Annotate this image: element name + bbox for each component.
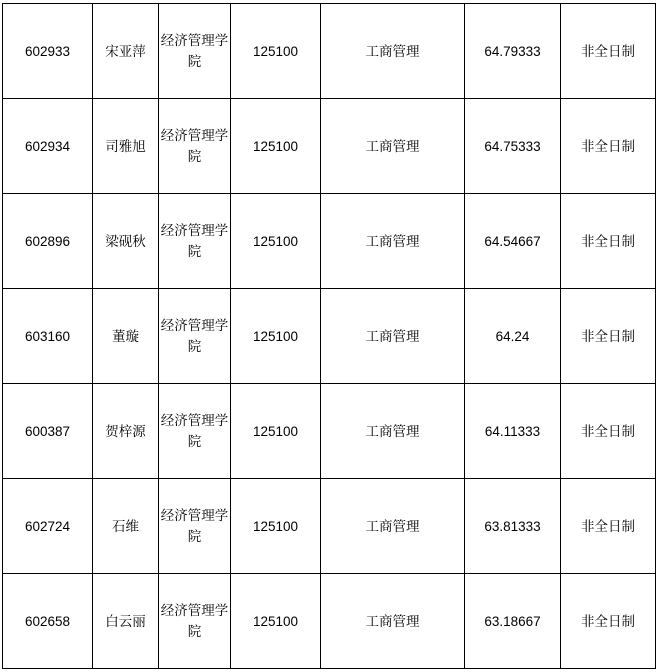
admission-results-table bbox=[2, 3, 656, 669]
document-page bbox=[0, 3, 657, 672]
cell-major-code: 125100 bbox=[231, 194, 321, 289]
cell-major-name: 工商管理 bbox=[321, 194, 465, 289]
cell-name: 董璇 bbox=[93, 289, 159, 384]
table-row bbox=[3, 574, 656, 669]
cell-score: 64.54667 bbox=[465, 194, 561, 289]
cell-department: 经济管理学院 bbox=[159, 194, 231, 289]
cell-score: 64.24 bbox=[465, 289, 561, 384]
cell-exam-id: 600387 bbox=[3, 384, 93, 479]
cell-department: 经济管理学院 bbox=[159, 384, 231, 479]
cell-department: 经济管理学院 bbox=[159, 574, 231, 669]
cell-exam-id: 602724 bbox=[3, 479, 93, 574]
table-row bbox=[3, 99, 656, 194]
cell-name: 梁砚秋 bbox=[93, 194, 159, 289]
cell-major-name: 工商管理 bbox=[321, 289, 465, 384]
cell-major-code: 125100 bbox=[231, 4, 321, 99]
cell-major-code: 125100 bbox=[231, 384, 321, 479]
table-row bbox=[3, 194, 656, 289]
cell-name: 白云丽 bbox=[93, 574, 159, 669]
cell-department: 经济管理学院 bbox=[159, 4, 231, 99]
cell-department: 经济管理学院 bbox=[159, 99, 231, 194]
cell-department: 经济管理学院 bbox=[159, 289, 231, 384]
cell-study-type: 非全日制 bbox=[561, 289, 656, 384]
cell-study-type: 非全日制 bbox=[561, 384, 656, 479]
table-row bbox=[3, 4, 656, 99]
cell-exam-id: 602896 bbox=[3, 194, 93, 289]
cell-name: 贺梓源 bbox=[93, 384, 159, 479]
cell-department: 经济管理学院 bbox=[159, 479, 231, 574]
cell-score: 64.11333 bbox=[465, 384, 561, 479]
cell-study-type: 非全日制 bbox=[561, 99, 656, 194]
cell-exam-id: 602934 bbox=[3, 99, 93, 194]
table-row bbox=[3, 384, 656, 479]
cell-study-type: 非全日制 bbox=[561, 194, 656, 289]
cell-score: 64.75333 bbox=[465, 99, 561, 194]
cell-major-code: 125100 bbox=[231, 99, 321, 194]
cell-exam-id: 603160 bbox=[3, 289, 93, 384]
cell-score: 64.79333 bbox=[465, 4, 561, 99]
cell-major-name: 工商管理 bbox=[321, 99, 465, 194]
cell-study-type: 非全日制 bbox=[561, 479, 656, 574]
cell-study-type: 非全日制 bbox=[561, 574, 656, 669]
cell-major-name: 工商管理 bbox=[321, 479, 465, 574]
table-row bbox=[3, 289, 656, 384]
cell-study-type: 非全日制 bbox=[561, 4, 656, 99]
cell-major-code: 125100 bbox=[231, 574, 321, 669]
cell-score: 63.18667 bbox=[465, 574, 561, 669]
cell-exam-id: 602933 bbox=[3, 4, 93, 99]
cell-name: 石维 bbox=[93, 479, 159, 574]
table-body bbox=[3, 4, 656, 669]
table-row bbox=[3, 479, 656, 574]
cell-major-name: 工商管理 bbox=[321, 574, 465, 669]
cell-major-name: 工商管理 bbox=[321, 384, 465, 479]
cell-major-code: 125100 bbox=[231, 479, 321, 574]
cell-name: 司雅旭 bbox=[93, 99, 159, 194]
cell-major-name: 工商管理 bbox=[321, 4, 465, 99]
cell-name: 宋亚萍 bbox=[93, 4, 159, 99]
cell-score: 63.81333 bbox=[465, 479, 561, 574]
cell-exam-id: 602658 bbox=[3, 574, 93, 669]
cell-major-code: 125100 bbox=[231, 289, 321, 384]
